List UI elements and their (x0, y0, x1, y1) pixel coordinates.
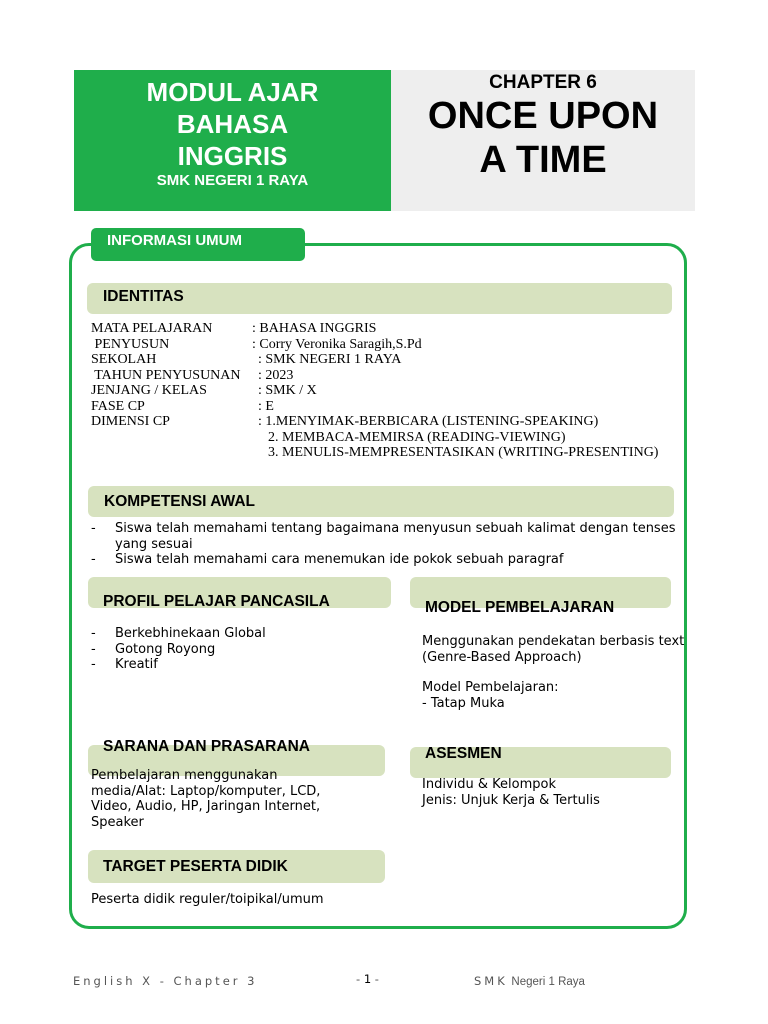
list-bullet: - (91, 552, 96, 567)
identitas-label: TAHUN PENYUSUNAN (91, 367, 241, 383)
chapter-label: CHAPTER 6 (489, 72, 597, 93)
footer-page-suffix: - (371, 972, 379, 986)
list-item-text: Kreatif (115, 657, 158, 672)
module-title-line: BAHASA (176, 109, 289, 139)
target-text: Peserta didik reguler/toipikal/umum (91, 892, 324, 907)
kompetensi-heading: KOMPETENSI AWAL (104, 493, 255, 510)
list-item-text: Gotong Royong (115, 641, 216, 657)
identitas-value: : E (258, 398, 274, 414)
chapter-title-line: ONCE UPON (427, 95, 659, 137)
identitas-table (91, 321, 658, 461)
model-label: Model Pembelajaran: (422, 680, 559, 695)
chapter-title (391, 94, 695, 182)
identitas-value: : SMK NEGERI 1 RAYA (258, 352, 402, 367)
list-bullet: - (91, 657, 96, 672)
sarana-text: Pembelajaran menggunakan media/Alat: Laptop/komputer, LCD, Video, Audio, HP, Jaringan Internet, Speaker (91, 768, 321, 830)
identitas-label: DIMENSI CP (91, 414, 170, 429)
identitas-label: SEKOLAH (91, 352, 157, 367)
identitas-heading: IDENTITAS (103, 288, 184, 305)
identitas-row (91, 321, 658, 337)
sarana-heading: SARANA DAN PRASARANA (103, 738, 310, 755)
module-title-line: MODUL AJAR (146, 77, 319, 107)
list-item-text: Siswa telah memahami tentang bagaimana menyusun sebuah kalimat dengan tenses yang sesuai (115, 521, 676, 552)
identitas-value: : 2023 (258, 367, 294, 383)
list-item-text: Berkebhinekaan Global (115, 626, 266, 641)
dimensi-text: MEMBACA-MEMIRSA (READING-VIEWING) (282, 429, 566, 445)
footer-left: English X - Chapter 3 (73, 974, 258, 988)
list-item-text: Siswa telah memahami cara menemukan ide pokok sebuah paragraf (115, 552, 564, 567)
identitas-row (91, 414, 658, 430)
model-value: - Tatap Muka (422, 695, 505, 711)
identitas-value: : SMK / X (258, 383, 317, 398)
school-name: SMK NEGERI 1 RAYA (156, 172, 309, 189)
identitas-row (91, 399, 658, 415)
identitas-label: PENYUSUN (91, 336, 170, 352)
dimensi-number: 2. (268, 429, 279, 445)
identitas-label: JENJANG / KELAS (91, 383, 207, 398)
identitas-row (91, 383, 658, 399)
list-item (91, 552, 681, 568)
list-item (91, 657, 381, 673)
footer-right-school: Negeri 1 Raya (511, 976, 585, 988)
list-item (91, 521, 681, 552)
module-title-line: INGGRIS (177, 141, 288, 171)
dimensi-text: MENULIS-MEMPRESENTASIKAN (WRITING-PRESENTING) (282, 445, 659, 460)
list-item (91, 642, 381, 658)
profil-heading: PROFIL PELAJAR PANCASILA (103, 593, 330, 610)
identitas-row (91, 337, 658, 353)
footer-right (474, 974, 585, 988)
footer-page-prefix: - (356, 972, 364, 986)
identitas-label: FASE CP (91, 398, 145, 414)
identitas-row (91, 352, 658, 368)
identitas-value: : Corry Veronika Saragih,S.Pd (252, 336, 422, 352)
model-approach: Menggunakan pendekatan berbasis text (Genre-Based Approach) (422, 634, 685, 665)
identitas-value: : 1.MENYIMAK-BERBICARA (LISTENING-SPEAKING) (258, 414, 599, 429)
list-bullet: - (91, 521, 96, 536)
identitas-row (91, 368, 658, 384)
dimensi-number: 3. (268, 445, 279, 460)
footer-page (356, 972, 379, 986)
asesmen-kind: Jenis: Unjuk Kerja & Tertulis (422, 792, 600, 808)
info-tab-label: INFORMASI UMUM (107, 232, 242, 249)
model-text (422, 634, 687, 711)
list-bullet: - (91, 626, 96, 641)
asesmen-heading: ASESMEN (425, 745, 502, 762)
dimensi-item (91, 445, 658, 461)
module-title (74, 76, 391, 172)
dimensi-item (91, 430, 658, 446)
chapter-title-line: A TIME (479, 139, 607, 181)
list-item (91, 626, 381, 642)
target-heading: TARGET PESERTA DIDIK (103, 858, 288, 875)
asesmen-type: Individu & Kelompok (422, 777, 556, 792)
identitas-value: : BAHASA INGGRIS (252, 321, 377, 336)
identitas-label: MATA PELAJARAN (91, 321, 213, 336)
kompetensi-list (91, 521, 681, 568)
footer-right-smk: SMK (474, 974, 508, 988)
model-heading: MODEL PEMBELAJARAN (425, 599, 615, 616)
asesmen-text (422, 777, 687, 808)
list-bullet: - (91, 641, 96, 657)
page-number: 1 (363, 972, 372, 986)
profil-list (91, 626, 381, 673)
